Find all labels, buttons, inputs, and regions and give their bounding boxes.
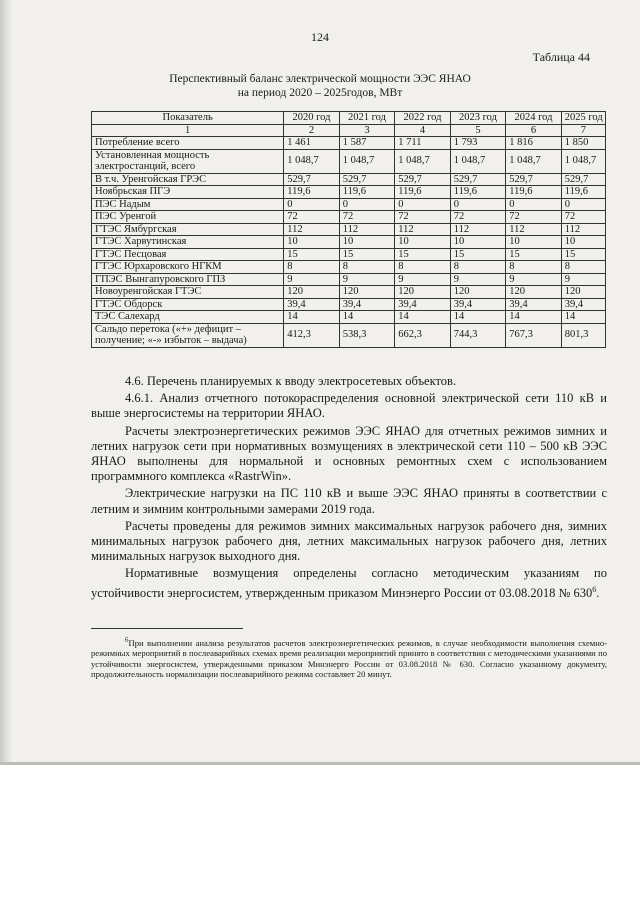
- value-cell: 8: [284, 261, 340, 274]
- index-cell: 6: [506, 124, 562, 137]
- index-cell: 5: [450, 124, 506, 137]
- value-cell: 412,3: [284, 323, 340, 347]
- table-row: [92, 248, 606, 261]
- table-row: [92, 261, 606, 274]
- value-cell: 15: [339, 248, 395, 261]
- value-cell: 15: [561, 248, 605, 261]
- value-cell: 120: [284, 286, 340, 299]
- index-cell: 1: [92, 124, 284, 137]
- value-cell: 120: [506, 286, 562, 299]
- table-row: [92, 298, 606, 311]
- value-cell: 119,6: [395, 186, 451, 199]
- value-cell: 529,7: [506, 173, 562, 186]
- value-cell: 8: [395, 261, 451, 274]
- index-cell: 7: [561, 124, 605, 137]
- table-caption: [90, 72, 550, 100]
- value-cell: 112: [450, 223, 506, 236]
- indicator-cell: ПЭС Уренгой: [92, 211, 284, 224]
- table-row: [92, 137, 606, 150]
- value-cell: 662,3: [395, 323, 451, 347]
- footnote: [91, 635, 607, 680]
- value-cell: 15: [284, 248, 340, 261]
- value-cell: 10: [506, 236, 562, 249]
- value-cell: 1 793: [450, 137, 506, 150]
- value-cell: 9: [284, 273, 340, 286]
- value-cell: 120: [561, 286, 605, 299]
- indicator-cell: ГТЭС Ямбургская: [92, 223, 284, 236]
- value-cell: 72: [450, 211, 506, 224]
- footnote-mark: 6: [125, 636, 129, 644]
- value-cell: 538,3: [339, 323, 395, 347]
- table-row: [92, 198, 606, 211]
- value-cell: 119,6: [450, 186, 506, 199]
- value-cell: 112: [506, 223, 562, 236]
- caption-line-2: на период 2020 – 2025годов, МВт: [237, 87, 403, 99]
- value-cell: 8: [450, 261, 506, 274]
- value-cell: 72: [395, 211, 451, 224]
- value-cell: 39,4: [450, 298, 506, 311]
- paragraph-end: .: [596, 585, 600, 600]
- value-cell: 1 461: [284, 137, 340, 150]
- footnote-text: При выполнении анализа результатов расчетов электроэнергетических режимов, в случае необходимости выполнения схемно-режимных мероприятий в послеаварийных схемах время реализации мероприятий принято в соответствии с методическими указаниями по устойчивости энергосистем, утвержденными приказом Минэнерго России от 03.08.2018 № 630. Согласно указанному документу, продолжительность нормализации послеаварийного режима составляет 20 минут.: [91, 637, 607, 680]
- value-cell: 119,6: [561, 186, 605, 199]
- value-cell: 9: [395, 273, 451, 286]
- value-cell: 0: [395, 198, 451, 211]
- table-row: [92, 311, 606, 324]
- table-number: Таблица 44: [532, 50, 590, 64]
- value-cell: 14: [284, 311, 340, 324]
- value-cell: 120: [450, 286, 506, 299]
- value-cell: 8: [561, 261, 605, 274]
- value-cell: 9: [339, 273, 395, 286]
- value-cell: 112: [561, 223, 605, 236]
- header-cell: 2024 год: [506, 112, 562, 125]
- paragraph-text: Нормативные возмущения определены согласно методическим указаниям по устойчивости энергосистем, утвержденным приказом Минэнерго России от 03.08.2018 № 630: [91, 566, 607, 600]
- indicator-cell: В т.ч. Уренгойская ГРЭС: [92, 173, 284, 186]
- page-number: 124: [311, 30, 329, 44]
- indicator-cell: ПЭС Надым: [92, 198, 284, 211]
- value-cell: 1 587: [339, 137, 395, 150]
- value-cell: 15: [395, 248, 451, 261]
- value-cell: 14: [395, 311, 451, 324]
- value-cell: 120: [339, 286, 395, 299]
- value-cell: 14: [339, 311, 395, 324]
- index-cell: 3: [339, 124, 395, 137]
- paragraph: Расчеты проведены для режимов зимних максимальных нагрузок рабочего дня, зимних минимальных нагрузок рабочего дня, летних максимальных нагрузок рабочего дня, летних минимальных нагрузок выходного дня.: [91, 518, 607, 564]
- value-cell: 119,6: [284, 186, 340, 199]
- value-cell: 9: [450, 273, 506, 286]
- indicator-cell: ГТЭС Обдорск: [92, 298, 284, 311]
- table-row: [92, 273, 606, 286]
- value-cell: 10: [395, 236, 451, 249]
- indicator-cell: ГТЭС Юрхаровского НГКМ: [92, 261, 284, 274]
- value-cell: 8: [339, 261, 395, 274]
- value-cell: 72: [561, 211, 605, 224]
- table-row: [92, 286, 606, 299]
- table-row: [92, 173, 606, 186]
- value-cell: 9: [506, 273, 562, 286]
- value-cell: 529,7: [395, 173, 451, 186]
- paragraph: Расчеты электроэнергетических режимов ЭЭС ЯНАО для отчетных режимов зимних и летних нагрузок сети при нормативных возмущениях в электрической сети 110 – 500 кВ ЭЭС ЯНАО выполнены для нормальной и основных ремонтных схем с использованием программного комплекса «RastrWin».: [91, 423, 607, 484]
- value-cell: 8: [506, 261, 562, 274]
- indicator-cell: Сальдо перетока («+» дефицит – получение; «-» избыток – выдача): [92, 323, 284, 347]
- value-cell: 744,3: [450, 323, 506, 347]
- value-cell: 14: [506, 311, 562, 324]
- value-cell: 39,4: [395, 298, 451, 311]
- indicator-cell: Ноябрьская ПГЭ: [92, 186, 284, 199]
- section-heading: 4.6. Перечень планируемых к вводу электросетевых объектов.: [125, 374, 457, 388]
- value-cell: 10: [339, 236, 395, 249]
- indicator-cell: Новоуренгойская ГТЭС: [92, 286, 284, 299]
- header-cell: 2021 год: [339, 112, 395, 125]
- value-cell: 39,4: [506, 298, 562, 311]
- value-cell: 120: [395, 286, 451, 299]
- value-cell: 72: [339, 211, 395, 224]
- indicator-cell: ГТЭС Харвутинская: [92, 236, 284, 249]
- value-cell: 14: [450, 311, 506, 324]
- value-cell: 801,3: [561, 323, 605, 347]
- header-cell: 2020 год: [284, 112, 340, 125]
- table-row: [92, 236, 606, 249]
- index-cell: 4: [395, 124, 451, 137]
- paragraph: [91, 566, 607, 601]
- value-cell: 0: [506, 198, 562, 211]
- indicator-cell: ТЭС Салехард: [92, 311, 284, 324]
- column-index-row: [92, 124, 606, 137]
- value-cell: 112: [284, 223, 340, 236]
- value-cell: 119,6: [506, 186, 562, 199]
- body-text: [91, 374, 607, 603]
- caption-line-1: Перспективный баланс электрической мощности ЭЭС ЯНАО: [169, 73, 471, 85]
- value-cell: 112: [339, 223, 395, 236]
- value-cell: 529,7: [561, 173, 605, 186]
- value-cell: 15: [450, 248, 506, 261]
- indicator-cell: ГПЭС Вынгапуровского ГПЗ: [92, 273, 284, 286]
- value-cell: 72: [506, 211, 562, 224]
- value-cell: 72: [284, 211, 340, 224]
- subsection-heading: 4.6.1. Анализ отчетного потокораспределения основной электрической сети 110 кВ и выше энергосистемы на территории ЯНАО.: [91, 391, 607, 421]
- value-cell: 529,7: [339, 173, 395, 186]
- value-cell: 10: [450, 236, 506, 249]
- power-balance-table: [91, 111, 606, 348]
- value-cell: 39,4: [339, 298, 395, 311]
- value-cell: 1 048,7: [339, 149, 395, 173]
- value-cell: 0: [450, 198, 506, 211]
- value-cell: 1 048,7: [284, 149, 340, 173]
- value-cell: 0: [284, 198, 340, 211]
- indicator-cell: Потребление всего: [92, 137, 284, 150]
- footnote-reference: 6: [592, 584, 597, 594]
- value-cell: 1 048,7: [395, 149, 451, 173]
- table-row: [92, 211, 606, 224]
- value-cell: 14: [561, 311, 605, 324]
- value-cell: 1 048,7: [450, 149, 506, 173]
- value-cell: 0: [339, 198, 395, 211]
- indicator-cell: ГТЭС Песцовая: [92, 248, 284, 261]
- value-cell: 10: [284, 236, 340, 249]
- header-cell: Показатель: [92, 112, 284, 125]
- table-row: [92, 223, 606, 236]
- value-cell: 119,6: [339, 186, 395, 199]
- header-cell: 2025 год: [561, 112, 605, 125]
- value-cell: 112: [395, 223, 451, 236]
- value-cell: 39,4: [284, 298, 340, 311]
- indicator-cell: Установленная мощность электростанций, всего: [92, 149, 284, 173]
- value-cell: 1 048,7: [561, 149, 605, 173]
- value-cell: 529,7: [284, 173, 340, 186]
- value-cell: 1 711: [395, 137, 451, 150]
- header-cell: 2023 год: [450, 112, 506, 125]
- value-cell: 1 816: [506, 137, 562, 150]
- table-row: [92, 323, 606, 347]
- footnote-divider: [91, 628, 243, 629]
- table-row: [92, 149, 606, 173]
- table-header-row: [92, 112, 606, 125]
- value-cell: 529,7: [450, 173, 506, 186]
- value-cell: 1 850: [561, 137, 605, 150]
- value-cell: 15: [506, 248, 562, 261]
- index-cell: 2: [284, 124, 340, 137]
- value-cell: 767,3: [506, 323, 562, 347]
- paragraph: Электрические нагрузки на ПС 110 кВ и выше ЭЭС ЯНАО приняты в соответствии с летним и зимним контрольными замерами 2019 года.: [91, 486, 607, 516]
- value-cell: 1 048,7: [506, 149, 562, 173]
- value-cell: 10: [561, 236, 605, 249]
- value-cell: 0: [561, 198, 605, 211]
- value-cell: 39,4: [561, 298, 605, 311]
- header-cell: 2022 год: [395, 112, 451, 125]
- table-row: [92, 186, 606, 199]
- value-cell: 9: [561, 273, 605, 286]
